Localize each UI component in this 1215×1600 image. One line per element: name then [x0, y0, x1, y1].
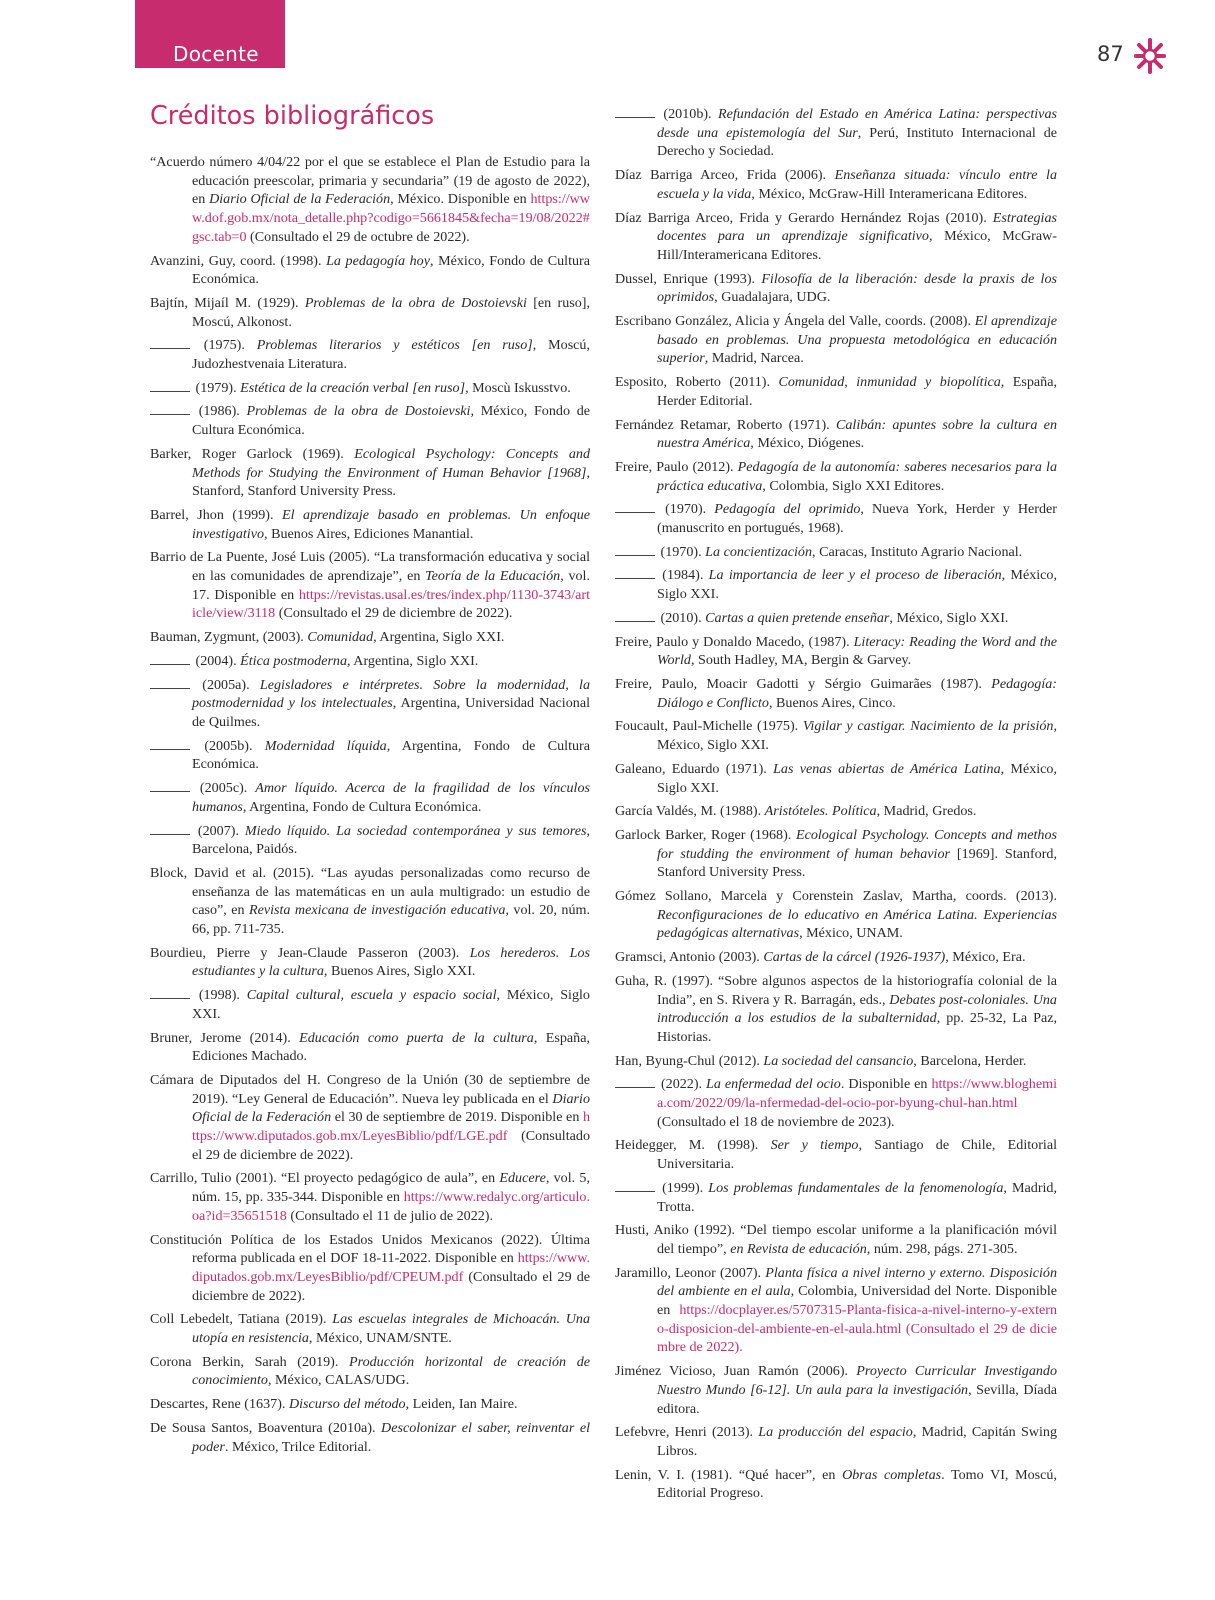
entry-work-title: Modernidad líquida — [264, 737, 387, 754]
bibliography-entry — [615, 802, 1057, 821]
entry-work-title: Educación como puerta de la cultura — [299, 1029, 534, 1046]
bibliography-entry — [150, 1169, 590, 1225]
entry-work-title: Debates post-coloniales. Una introducción a los estudios de la subalternidad — [657, 991, 1057, 1027]
entry-work-title: La producción del espacio — [758, 1424, 913, 1441]
entry-work-title: Pedagogía: Diálogo e Conflicto — [657, 675, 1057, 711]
bibliography-entry — [150, 1231, 590, 1306]
entry-text: Barrel, Jhon (1999). — [150, 506, 282, 523]
bibliography-entry — [615, 543, 1057, 562]
entry-work-title: Los problemas fundamentales de la fenomenología — [708, 1179, 1004, 1196]
entry-text: (Consultado el 29 de diciembre de 2022). — [192, 1128, 590, 1163]
bibliography-entry — [615, 1362, 1057, 1418]
bibliography-entry — [150, 779, 590, 816]
entry-work-title: Legisladores e intérpretes. Sobre la modernidad, la postmodernidad y los intelectuales — [192, 676, 590, 712]
entry-text: Barrio de La Puente, José Luis (2005). “La transformación educativa y social en las comunidades de aprendizaje”, en — [150, 549, 590, 585]
entry-work-title: Reconfiguraciones de lo educativo en América Latina. Experiencias pedagógicas alternativas — [657, 906, 1057, 942]
entry-work-title: Descolonizar el saber, reinventar el poder — [192, 1419, 590, 1455]
entry-work-title: La enfermedad del ocio — [706, 1076, 841, 1093]
repeat-author-dash — [150, 834, 190, 835]
entry-work-title: Filosofía de la liberación: desde la praxis de los oprimidos — [657, 270, 1058, 306]
bibliography-entry — [615, 566, 1057, 603]
repeat-author-dash — [150, 791, 190, 792]
entry-work-title: El aprendizaje basado en problemas. Un enfoque investigativo — [192, 506, 590, 542]
entry-work-title: Miedo líquido. La sociedad contemporánea y sus temores — [244, 822, 587, 839]
entry-text: , México, Siglo XXI. — [657, 718, 1057, 754]
entry-text: Bauman, Zygmunt, (2003). — [150, 629, 308, 646]
entry-work-title: Amor líquido. Acerca de la fragilidad de los vínculos humanos — [192, 780, 590, 815]
bibliography-entry — [615, 1466, 1057, 1503]
entry-text: Lefebvre, Henri (2013). — [615, 1424, 759, 1441]
entry-text: (1998). — [192, 987, 247, 1004]
entry-work-title: Cartas de la cárcel (1926-1937) — [763, 949, 946, 966]
entry-text: Block, David et al. (2015). “Las ayudas personalizadas como recurso de enseñanza de las matemáticas en un aula multigrado: un estudio de caso”, en — [150, 864, 590, 919]
entry-text: , Argentina, Siglo XXI. — [347, 652, 479, 669]
bibliography-entry — [150, 294, 590, 331]
entry-text: Heidegger, M. (1998). — [615, 1137, 771, 1154]
entry-text: Barker, Roger Garlock (1969). — [150, 445, 355, 462]
entry-text: Lenin, V. I. (1981). “Qué hacer”, en — [615, 1466, 843, 1483]
entry-text: , vol. 20, núm. 66, pp. 711-735. — [192, 902, 591, 938]
bibliography-entry — [615, 826, 1057, 882]
entry-text: (2004). — [192, 652, 241, 669]
entry-text: , México, McGraw-Hill Interamericana Editores. — [751, 185, 1028, 202]
entry-text: , México, McGraw-Hill/Interamericana Editores. — [657, 228, 1057, 263]
entry-text: , Moscù Iskusstvo. — [465, 379, 571, 396]
bibliography-entry — [150, 1395, 590, 1414]
entry-work-title: Pedagogía del oprimido — [714, 501, 861, 518]
entry-work-title: Aristóteles. Política — [764, 803, 877, 820]
entry-text: Gramsci, Antonio (2003). — [615, 949, 764, 966]
entry-text: Cámara de Diputados del H. Congreso de la Unión (30 de septiembre de 2019). “Ley General de Educación”. Nueva ley publicada en el — [150, 1071, 590, 1107]
entry-text: , pp. 25-32, La Paz, Historias. — [657, 1010, 1057, 1045]
entry-text: (2005c). — [192, 780, 256, 797]
entry-text: (1999). — [657, 1179, 709, 1196]
entry-work-title: Obras completas — [842, 1466, 942, 1483]
repeat-author-dash — [150, 688, 190, 689]
entry-work-title: Planta física a nivel interno y externo. Disposición del ambiente en el aula — [657, 1264, 1057, 1300]
entry-text: , South Hadley, MA, Bergin & Garvey. — [690, 652, 912, 669]
bibliography-entry — [150, 1310, 590, 1347]
entry-work-title: Estética de la creación verbal [en ruso] — [240, 379, 466, 396]
bibliography-entry — [615, 948, 1057, 967]
entry-text: , Nueva York, Herder y Herder (manuscrito en portugués, 1968). — [657, 501, 1057, 537]
entry-text: , México, Siglo XXI. — [657, 567, 1057, 603]
repeat-author-dash — [150, 348, 190, 349]
entry-text: (Consultado el 29 de octubre de 2022). — [246, 228, 470, 245]
entry-text: (1984). — [657, 567, 709, 584]
bibliography-entry — [615, 209, 1057, 265]
bibliography-entry — [150, 379, 590, 398]
entry-text: . México, Trilce Editorial. — [224, 1438, 372, 1455]
repeat-author-dash — [615, 555, 655, 556]
entry-text: Avanzini, Guy, coord. (1998). — [150, 252, 327, 269]
entry-text: Jaramillo, Leonor (2007). — [615, 1264, 766, 1281]
bibliography-entry — [615, 1423, 1057, 1460]
entry-work-title: Refundación del Estado en América Latina: perspectivas desde una epistemología del Sur — [657, 106, 1057, 141]
entry-text: Bajtín, Mijaíl M. (1929). — [150, 294, 305, 311]
entry-text: , Barcelona, Paidós. — [192, 822, 590, 858]
entry-work-title: Calibán: apuntes sobre la cultura en nuestra América — [657, 416, 1057, 452]
bibliography-entry — [150, 737, 590, 774]
entry-text: Han, Byung-Chul (2012). — [615, 1052, 764, 1069]
repeat-author-dash — [150, 664, 190, 665]
entry-work-title: Educere — [499, 1170, 546, 1187]
entry-text: , Argentina, Fondo de Cultura Económica. — [242, 798, 482, 815]
entry-text: (2010). — [657, 609, 706, 626]
repeat-author-dash — [615, 117, 655, 118]
entry-text: , Madrid, Capitán Swing Libros. — [657, 1424, 1057, 1459]
bibliography-entry — [615, 373, 1057, 410]
bibliography-entry — [150, 153, 590, 247]
bibliography-entry — [150, 864, 590, 939]
bibliography-entry — [150, 548, 590, 623]
bibliography-entry — [150, 1419, 590, 1456]
bibliography-entry — [615, 416, 1057, 453]
entry-work-title: Problemas de la obra de Dostoievski — [246, 403, 471, 420]
entry-text: , Santiago de Chile, Editorial Universitaria. — [657, 1137, 1057, 1173]
entry-work-title: Pedagogía de la autonomía: saberes necesarios para la práctica educativa — [657, 458, 1058, 494]
entry-text: (1970). — [657, 501, 715, 518]
section-tab-label: Docente — [173, 42, 259, 66]
entry-work-title: Ética postmoderna — [240, 652, 348, 669]
entry-text: (1979). — [192, 379, 241, 396]
entry-text: [en ruso], Moscú, Alkonost. — [192, 294, 590, 330]
entry-work-title: Cartas a quien pretende enseñar — [705, 609, 890, 626]
entry-work-title: Literacy: Reading the Word and the World — [657, 633, 1058, 669]
entry-text: , México, Era. — [945, 949, 1026, 966]
entry-text: . Tomo VI, Moscú, Editorial Progreso. — [657, 1466, 1057, 1502]
entry-text: (2005a). — [192, 676, 260, 693]
entry-text: , Barcelona, Herder. — [913, 1052, 1027, 1069]
entry-text: Freire, Paulo (2012). — [615, 458, 738, 475]
repeat-author-dash — [615, 621, 655, 622]
entry-work-title: Vigilar y castigar. Nacimiento de la prisión — [802, 718, 1054, 735]
bibliography-right-column — [615, 105, 1057, 1508]
entry-text: , España, Ediciones Machado. — [192, 1029, 590, 1065]
entry-text: , Stanford, Stanford University Press. — [192, 464, 590, 500]
repeat-author-dash — [615, 1087, 655, 1088]
entry-text: De Sousa Santos, Boaventura (2010a). — [150, 1419, 382, 1436]
entry-work-title: La importancia de leer y el proceso de liberación — [708, 567, 1002, 584]
entry-work-title: Las venas abiertas de América Latina — [773, 760, 1001, 777]
bibliography-entry — [150, 822, 590, 859]
entry-text: García Valdés, M. (1988). — [615, 803, 765, 820]
entry-work-title: Las escuelas integrales de Michoacán. Una utopía en resistencia — [192, 1311, 590, 1347]
bibliography-entry — [150, 252, 590, 289]
entry-text: (1975). — [192, 337, 257, 354]
bibliography-entry — [150, 1353, 590, 1390]
entry-text: , Madrid, Gredos. — [876, 803, 977, 820]
entry-text: (2022). — [657, 1076, 707, 1093]
bibliography-entry — [615, 887, 1057, 943]
entry-link[interactable]: https://www.redalyc.org/articulo.oa?id=35651518 — [192, 1189, 590, 1224]
entry-text: , Argentina, Siglo XXI. — [373, 629, 505, 646]
bibliography-entry — [615, 972, 1057, 1047]
bibliography-entry — [615, 1179, 1057, 1216]
bibliography-entry — [615, 1052, 1057, 1071]
entry-work-title: Teoría de la Educación — [425, 568, 561, 585]
entry-text: , México, CALAS/UDG. — [267, 1372, 410, 1389]
entry-text: , Guadalajara, UDG. — [714, 289, 831, 306]
entry-text: , Buenos Aires, Siglo XXI. — [323, 963, 476, 980]
entry-text: Freire, Paulo y Donaldo Macedo, (1987). — [615, 633, 854, 650]
entry-text: , Colombia, Universidad del Norte. Disponible en — [657, 1283, 1057, 1319]
entry-text: Galeano, Eduardo (1971). — [615, 760, 774, 777]
entry-work-title: Problemas literarios y estéticos [en ruso] — [256, 337, 533, 354]
entry-text: Corona Berkin, Sarah (2019). — [150, 1353, 349, 1370]
entry-text: , España, Herder Editorial. — [657, 374, 1058, 409]
entry-text: , Madrid, Narcea. — [704, 350, 804, 367]
entry-text: (Consultado el 29 de diciembre de 2022). — [657, 1320, 1057, 1356]
bibliography-entry — [150, 628, 590, 647]
entry-link[interactable]: https://www.diputados.gob.mx/LeyesBiblio/pdf/CPEUM.pdf — [192, 1250, 590, 1285]
entry-text: , México. Disponible en — [390, 191, 531, 208]
repeat-author-dash — [150, 414, 190, 415]
entry-text: , México, Siglo XXI. — [657, 760, 1057, 796]
entry-text: Garlock Barker, Roger (1968). — [615, 826, 796, 843]
bibliography-entry — [615, 1075, 1057, 1131]
bibliography-entry — [615, 1221, 1057, 1258]
entry-text: , México, UNAM. — [799, 925, 903, 942]
entry-text: , Sevilla, Díada editora. — [657, 1381, 1057, 1417]
entry-text: el 30 de septiembre de 2019. Disponible en — [331, 1109, 583, 1126]
entry-text: , México, Siglo XXI. — [889, 609, 1009, 626]
entry-text: Dussel, Enrique (1993). — [615, 270, 762, 287]
entry-work-title: La pedagogía hoy — [326, 252, 430, 269]
bibliography-entry — [150, 652, 590, 671]
entry-work-title: Enseñanza situada: vínculo entre la escuela y la vida — [657, 167, 1057, 202]
entry-text: , vol. 5, núm. 15, pp. 335-344. Disponible en — [192, 1170, 590, 1206]
entry-text: (1986). — [192, 403, 247, 420]
bibliography-entry — [150, 1071, 590, 1165]
entry-text: , México, Fondo de Cultura Económica. — [192, 252, 591, 288]
entry-text: , Buenos Aires, Cinco. — [768, 694, 896, 711]
entry-text: Descartes, Rene (1637). — [150, 1396, 289, 1413]
bibliography-entry — [150, 445, 590, 501]
entry-link[interactable]: https://www.bloghemia.com/2022/09/la-nfermedad-del-ocio-por-byung-chul-han.html — [657, 1076, 1057, 1112]
entry-text: Esposito, Roberto (2011). — [615, 374, 779, 391]
entry-text: , México, Diógenes. — [750, 435, 865, 452]
entry-work-title: Diario Oficial de la Federación — [192, 1090, 590, 1126]
entry-text: Foucault, Paul-Michelle (1975). — [615, 718, 803, 735]
bibliography-entry — [615, 500, 1057, 537]
page-title: Créditos bibliográficos — [150, 101, 435, 131]
entry-work-title: Revista mexicana de investigación educativa — [249, 902, 506, 919]
entry-text: Constitución Política de los Estados Unidos Mexicanos (2022). Última reforma publicada en el DOF 18-11-2022. Disponible en — [150, 1231, 590, 1267]
entry-text: (Consultado el 29 de diciembre de 2022). — [192, 1268, 590, 1304]
entry-link[interactable]: https://www.diputados.gob.mx/LeyesBiblio/pdf/LGE.pdf — [192, 1109, 590, 1145]
entry-text: “Acuerdo número 4/04/22 por el que se establece el Plan de Estudio para la educación preescolar, primaria y secundaria” (19 de agosto de 2022), en — [150, 154, 590, 208]
entry-text: (Consultado el 18 de noviembre de 2023). — [657, 1113, 895, 1130]
entry-text: (2010b). — [657, 106, 719, 122]
entry-work-title: Discurso del método — [288, 1396, 406, 1413]
entry-work-title: Ecological Psychology. Concepts and methos for studding the environment of human behavior — [657, 826, 1057, 862]
page-number: 87 — [1097, 42, 1124, 66]
bibliography-entry — [150, 944, 590, 981]
entry-work-title: Producción horizontal de creación de conocimiento — [192, 1353, 591, 1389]
entry-text: Escribano González, Alicia y Ángela del Valle, coords. (2008). — [615, 313, 975, 330]
entry-work-title: Estrategias docentes para un aprendizaje significativo — [657, 209, 1057, 245]
entry-work-title: Comunidad — [307, 629, 374, 646]
entry-work-title: Capital cultural, escuela y espacio social — [246, 987, 497, 1004]
bibliography-entry — [615, 1136, 1057, 1173]
entry-work-title: Comunidad, inmunidad y biopolítica — [778, 374, 1001, 391]
entry-text: (1970). — [657, 543, 706, 560]
entry-text: , Caracas, Instituto Agrario Nacional. — [812, 543, 1023, 560]
entry-text: Fernández Retamar, Roberto (1971). — [615, 416, 836, 433]
bibliography-left-column — [150, 153, 590, 1461]
bibliography-entry — [615, 633, 1057, 670]
bibliography-entry — [150, 676, 590, 732]
entry-work-title: Problemas de la obra de Dostoievski — [304, 294, 527, 311]
entry-text: Husti, Aniko (1992). “Del tiempo escolar uniforme a la planificación móvil del tiempo”, — [615, 1222, 1057, 1257]
entry-work-title: Proyecto Curricular Investigando Nuestro Mundo [6-12]. Un aula para la investigación — [657, 1363, 1058, 1398]
entry-text: , núm. 298, págs. 271-305. — [866, 1240, 1018, 1257]
entry-text: (2007). — [192, 822, 245, 839]
repeat-author-dash — [150, 391, 190, 392]
bibliography-entry — [615, 760, 1057, 797]
entry-text: Gómez Sollano, Marcela y Corenstein Zaslav, Martha, coords. (2013). — [615, 888, 1057, 905]
bibliography-entry — [150, 336, 590, 373]
entry-text: (Consultado el 29 de diciembre de 2022). — [275, 605, 513, 622]
entry-work-title: Diario Oficial de la Federación — [209, 191, 391, 208]
asterisk-flower-icon — [1133, 37, 1167, 75]
entry-work-title: en Revista de educación — [730, 1240, 867, 1257]
bibliography-entry — [615, 270, 1057, 307]
entry-text: (Consultado el 11 de julio de 2022). — [286, 1207, 494, 1224]
entry-text: , México, Fondo de Cultura Económica. — [192, 403, 590, 439]
entry-text: Díaz Barriga Arceo, Frida (2006). — [615, 167, 835, 184]
entry-text: , Colombia, Siglo XXI Editores. — [762, 477, 945, 494]
bibliography-entry — [615, 105, 1057, 161]
bibliography-entry — [150, 1029, 590, 1066]
bibliography-entry — [150, 402, 590, 439]
entry-text: Jiménez Vicioso, Juan Ramón (2006). — [615, 1363, 857, 1380]
repeat-author-dash — [615, 512, 655, 513]
entry-text: , Madrid, Trotta. — [657, 1179, 1058, 1215]
bibliography-entry — [615, 458, 1057, 495]
repeat-author-dash — [150, 749, 190, 750]
entry-text: Bourdieu, Pierre y Jean-Claude Passeron (2003). — [150, 944, 470, 961]
entry-link[interactable]: https://docplayer.es/5707315-Planta-fisica-a-nivel-interno-y-externo-disposicion-del-ambiente-en-el-aula.html — [657, 1302, 1057, 1337]
entry-text: [1969]. Stanford, Stanford University Press. — [657, 845, 1057, 881]
bibliography-entry — [615, 1264, 1057, 1358]
entry-text: , Moscú, Judozhestvenaia Literatura. — [192, 337, 591, 373]
bibliography-entry — [615, 717, 1057, 754]
entry-link[interactable]: https://revistas.usal.es/tres/index.php/1130-3743/article/view/3118 — [192, 586, 590, 622]
entry-text: (2005b). — [192, 737, 265, 754]
section-tab — [135, 0, 285, 68]
bibliography-entry — [615, 609, 1057, 628]
entry-work-title: La sociedad del cansancio — [763, 1052, 914, 1069]
entry-text: , México, UNAM/SNTE. — [308, 1330, 452, 1347]
entry-work-title: La concientización — [705, 543, 813, 560]
entry-text: Coll Lebedelt, Tatiana (2019). — [150, 1311, 333, 1328]
bibliography-entry — [615, 675, 1057, 712]
repeat-author-dash — [615, 1191, 655, 1192]
repeat-author-dash — [615, 578, 655, 579]
bibliography-entry — [615, 312, 1057, 368]
entry-text: , Argentina, Universidad Nacional de Quilmes. — [192, 695, 590, 730]
entry-work-title: Ecological Psychology: Concepts and Methods for Studying the Environment of Human Behavior [1968] — [192, 445, 590, 481]
entry-text: Carrillo, Tulio (2001). “El proyecto pedagógico de aula”, en — [150, 1170, 500, 1187]
bibliography-entry — [615, 166, 1057, 203]
entry-text: , Buenos Aires, Ediciones Manantial. — [264, 525, 474, 542]
bibliography-entry — [150, 506, 590, 543]
entry-text: Guha, R. (1997). “Sobre algunos aspectos de la historiografía colonial de la India”, en S. Rivera y R. Barragán, eds., — [615, 972, 1057, 1008]
entry-text: , Argentina, Fondo de Cultura Económica. — [192, 737, 590, 773]
repeat-author-dash — [150, 998, 190, 999]
entry-work-title: Los herederos. Los estudiantes y la cultura — [192, 944, 590, 980]
entry-link[interactable]: https://www.dof.gob.mx/nota_detalle.php?codigo=5661845&fecha=19/08/2022#gsc.tab=0 — [192, 191, 590, 245]
entry-text: , Leiden, Ian Maire. — [405, 1396, 518, 1413]
entry-text: Díaz Barriga Arceo, Frida y Gerardo Hernández Rojas (2010). — [615, 209, 993, 226]
entry-text: Bruner, Jerome (2014). — [150, 1029, 300, 1046]
entry-text: . Disponible en — [840, 1076, 932, 1093]
entry-text: , vol. 17. Disponible en — [192, 568, 590, 603]
entry-text: Freire, Paulo, Moacir Gadotti y Sérgio Guimarães (1987). — [615, 675, 992, 692]
entry-text: , Perú, Instituto Internacional de Derecho y Sociedad. — [657, 124, 1057, 160]
entry-text: , México, Siglo XXI. — [192, 987, 590, 1022]
bibliography-entry — [150, 986, 590, 1023]
entry-work-title: El aprendizaje basado en problemas. Una propuesta metodológica en educación superior — [657, 313, 1057, 367]
entry-work-title: Ser y tiempo — [770, 1137, 859, 1154]
